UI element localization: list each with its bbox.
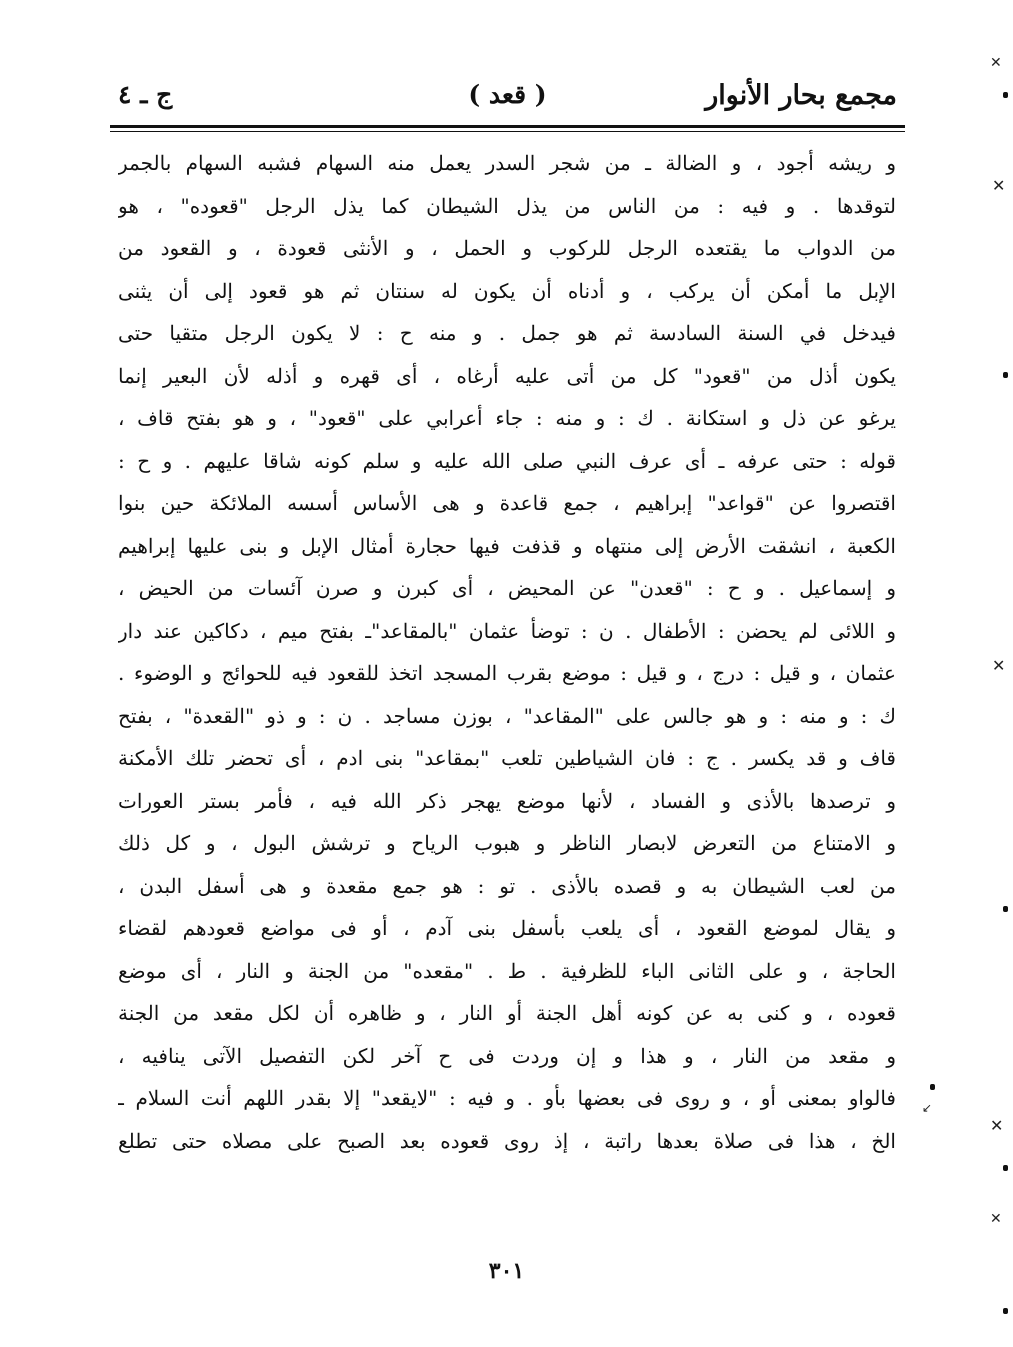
margin-arrow-mark: ↙ [922,1101,933,1115]
margin-cross-mark: ✕ [990,55,1002,71]
header-rule-thick [110,125,905,128]
text-line: قوله : حتى عرفه ـ أى عرف النبي صلى الله عليه و سلم كونه شاقا عليهم . و ح : [118,448,896,473]
book-title: مجمع بحار الأنوار [705,80,897,111]
margin-cross-mark: ✕ [992,656,1006,675]
text-line: و ريشه أجود ، و الضالة ـ من شجر السدر يعمل منه السهام فشبه السهام بالجمر [118,151,896,175]
margin-dot [1003,372,1008,378]
text-line: فالواو بمعنى أو ، و روى فى بعضها بأو . و فيه : "لايقعد" إلا بقدر اللهم أنت السلام ـ [118,1086,896,1110]
header-rule-thin [110,131,905,132]
margin-dot [1003,92,1008,98]
volume-label: ج ـ ٤ [118,80,173,109]
text-line: يرغو عن ذل و استكانة . ك : و منه : جاء أعرابي على "قعود" ، و هو بفتح قاف ، [118,406,896,430]
text-line: لتوقدها . و فيه : من الناس من يذل الشيطان كما يذل الرجل "قعوده" ، هو [118,193,896,218]
text-line: و الامتناع من التعرض لابصار الناظر و هبوب الرياح و ترشش البول ، و كل ذلك [118,831,896,855]
margin-cross-mark: ✕ [990,1211,1002,1227]
margin-dot [1003,1308,1008,1314]
text-line: و إسماعيل . و ح : "قعدن" عن المحيض ، أى كبرن و صرن آئسات من الحيض ، [118,576,896,600]
text-line: من لعب الشيطان به و قصده بالأذى . تو : هو جمع مقعدة و هى أسفل البدن ، [118,873,896,898]
text-line: و مقعد من النار ، و هذا و إن وردت فى ح آخر لكن التفصيل الآتى ينافيه ، [118,1043,896,1068]
page-number: ٣٠١ [488,1258,525,1284]
text-line: عثمان ، و قيل : درج ، و قيل : موضع بقرب المسجد اتخذ للقعود فيه للحوائج و الوضوء . [118,661,896,685]
margin-cross-mark: ✕ [990,1116,1004,1135]
text-line: ك : و منه : و هو جالس على "المقاعد" ، بوزن مساجد . ن : و ذو "القعدة" ، بفتح [118,703,896,728]
text-line: الحاجة ، و على الثانى الباء للظرفية . ط . "مقعده" من الجنة و النار ، أى موضع [118,958,896,983]
margin-dot [1003,1165,1008,1171]
text-line: قعوده ، و كنى به عن كونه أهل الجنة أو النار ، و ظاهره أن لكل مقعد من الجنة [118,1001,896,1025]
margin-dot [930,1084,935,1090]
text-line: و ترصدها بالأذى و الفساد ، لأنها موضع يهجر ذكر الله فيه ، فأمر بستر العورات [118,788,896,813]
text-line: و اللائى لم يحضن : الأطفال . ن : توضأ عثمان "بالمقاعد"ـ بفتح ميم ، دكاكين عند دار [118,618,896,643]
margin-cross-mark: ✕ [992,176,1006,195]
body-text [118,142,896,1252]
text-line: و يقال لموضع القعود ، أى يلعب بأسفل بنى آدم ، أو فى مواضع قعودهم لقضاء [118,916,896,940]
root-word-heading: ( قعد ) [468,80,547,109]
text-line: يكون أذل من "قعود" كل من أتى عليه أرغاه ، أى قهره و أذله لأن البعير إنما [118,363,896,388]
text-line: من الدواب ما يقتعده الرجل للركوب و الحمل ، و الأنثى قعودة ، و القعود من [118,236,896,260]
text-line: الكعبة ، انشقت الأرض إلى منتهاه و قذفت فيها حجارة أمثال الإبل و بنى عليها إبراهيم [118,533,896,558]
margin-dot [1003,906,1008,912]
text-line: قاف و قد يكسر . ج : فان الشياطين تلعب "بمقاعد" بنى ادم ، أى تحضر تلك الأمكنة [118,746,896,770]
text-line: اقتصروا عن "قواعد" إبراهيم ، جمع قاعدة و هى الأساس أسسه الملائكة حين بنوا [118,491,896,515]
page-header [110,72,905,122]
text-line: الإبل ما أمكن أن يركب ، و أدناه أن يكون له سنتان ثم هو قعود إلى أن يثنى [118,278,896,303]
text-line: الخ ، هذا فى صلاة بعدها راتبة ، إذ روى قعوده بعد الصبح على مصلاه حتى تطلع [118,1128,896,1153]
text-line: فيدخل في السنة السادسة ثم هو جمل . و منه ح : لا يكون الرجل متقيا حتى [118,321,896,345]
